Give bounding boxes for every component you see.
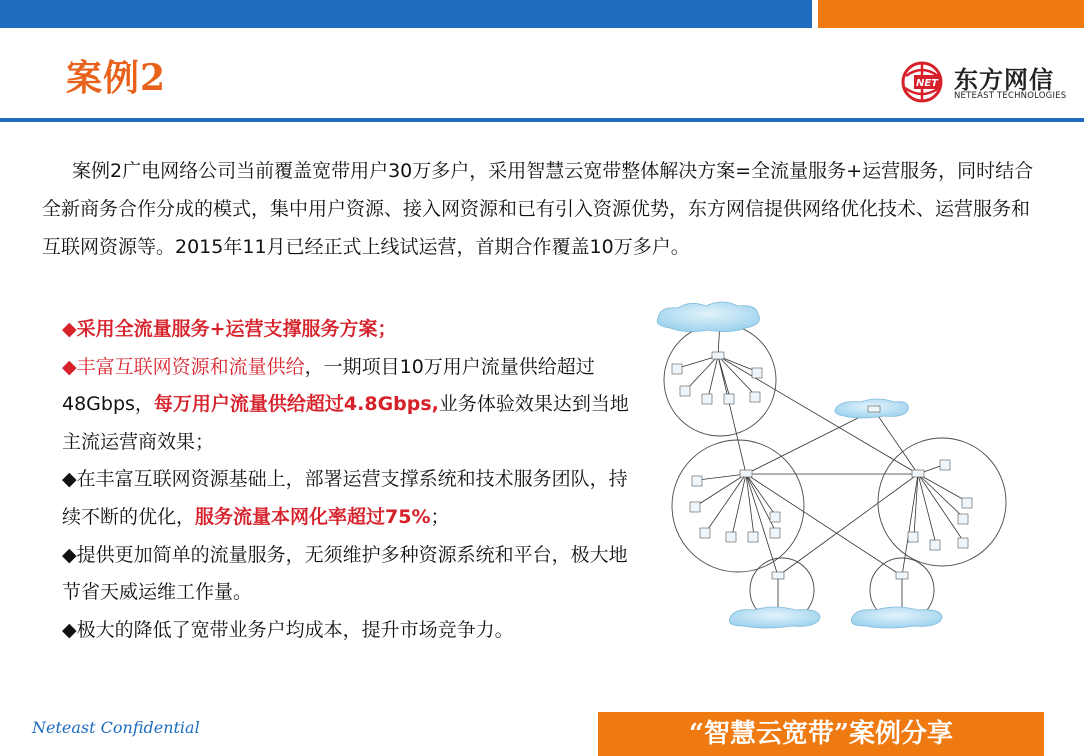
bullet-item <box>62 612 642 650</box>
bullet-text: ◆提供更加简单的流量服务，无须维护多种资源系统和平台，极大地节省天威运维工作量。 <box>62 543 628 604</box>
bullet-text: ◆极大的降低了宽带业务户均成本，提升市场竞争力。 <box>62 618 514 641</box>
slide-title: 案例2 <box>66 57 167 99</box>
footer-banner: “智慧云宽带”案例分享 <box>598 712 1044 756</box>
intro-paragraph <box>42 152 1042 266</box>
bullet-text: ◆采用全流量服务+运营支撑服务方案； <box>62 318 397 340</box>
bullet-item <box>62 349 642 462</box>
top-bar-orange <box>818 0 1084 28</box>
network-topology-diagram <box>646 296 1046 636</box>
globe-logo-icon <box>900 60 944 104</box>
header-divider <box>0 118 1084 122</box>
bullet-highlight: 服务流量本网化率超过75% <box>195 505 431 528</box>
company-logo <box>900 58 1075 106</box>
bullet-item <box>62 461 642 536</box>
bullet-list <box>62 311 642 649</box>
bullet-text: ◆丰富互联网资源和流量供给 <box>62 355 305 378</box>
confidential-label: Neteast Confidential <box>32 718 200 737</box>
bullet-item <box>62 537 642 612</box>
svg-text:NET: NET <box>915 78 939 89</box>
logo-english-name: NETEAST TECHNOLOGIES <box>954 91 1067 101</box>
logo-chinese-name: 东方网信 <box>954 66 1054 94</box>
top-bar-blue <box>0 0 812 28</box>
bullet-text: ； <box>430 505 450 528</box>
bullet-text: ，一期项目10万用户流量供给超过48Gbps， <box>62 355 595 416</box>
bullet-text: 业务体验效果达到当地主流运营商效果； <box>62 393 629 453</box>
bullet-item <box>62 311 642 349</box>
bullet-text: ◆在丰富互联网资源基础上，部署运营支撑系统和技术服务团队，持续不断的优化， <box>62 468 628 528</box>
intro-text: 案例2广电网络公司当前覆盖宽带用户30万多户，采用智慧云宽带整体解决方案=全流量服务+运营服务，同时结合全新商务合作分成的模式，集中用户资源、接入网资源和已有引入资源优势，东方网信提供网络优化技术、运营服务和互联网资源等。2015年11月已经正式上线试运营，首期合作覆盖10万多户。 <box>42 160 1034 258</box>
bullet-highlight: 每万用户流量供给超过4.8Gbps, <box>153 393 439 416</box>
